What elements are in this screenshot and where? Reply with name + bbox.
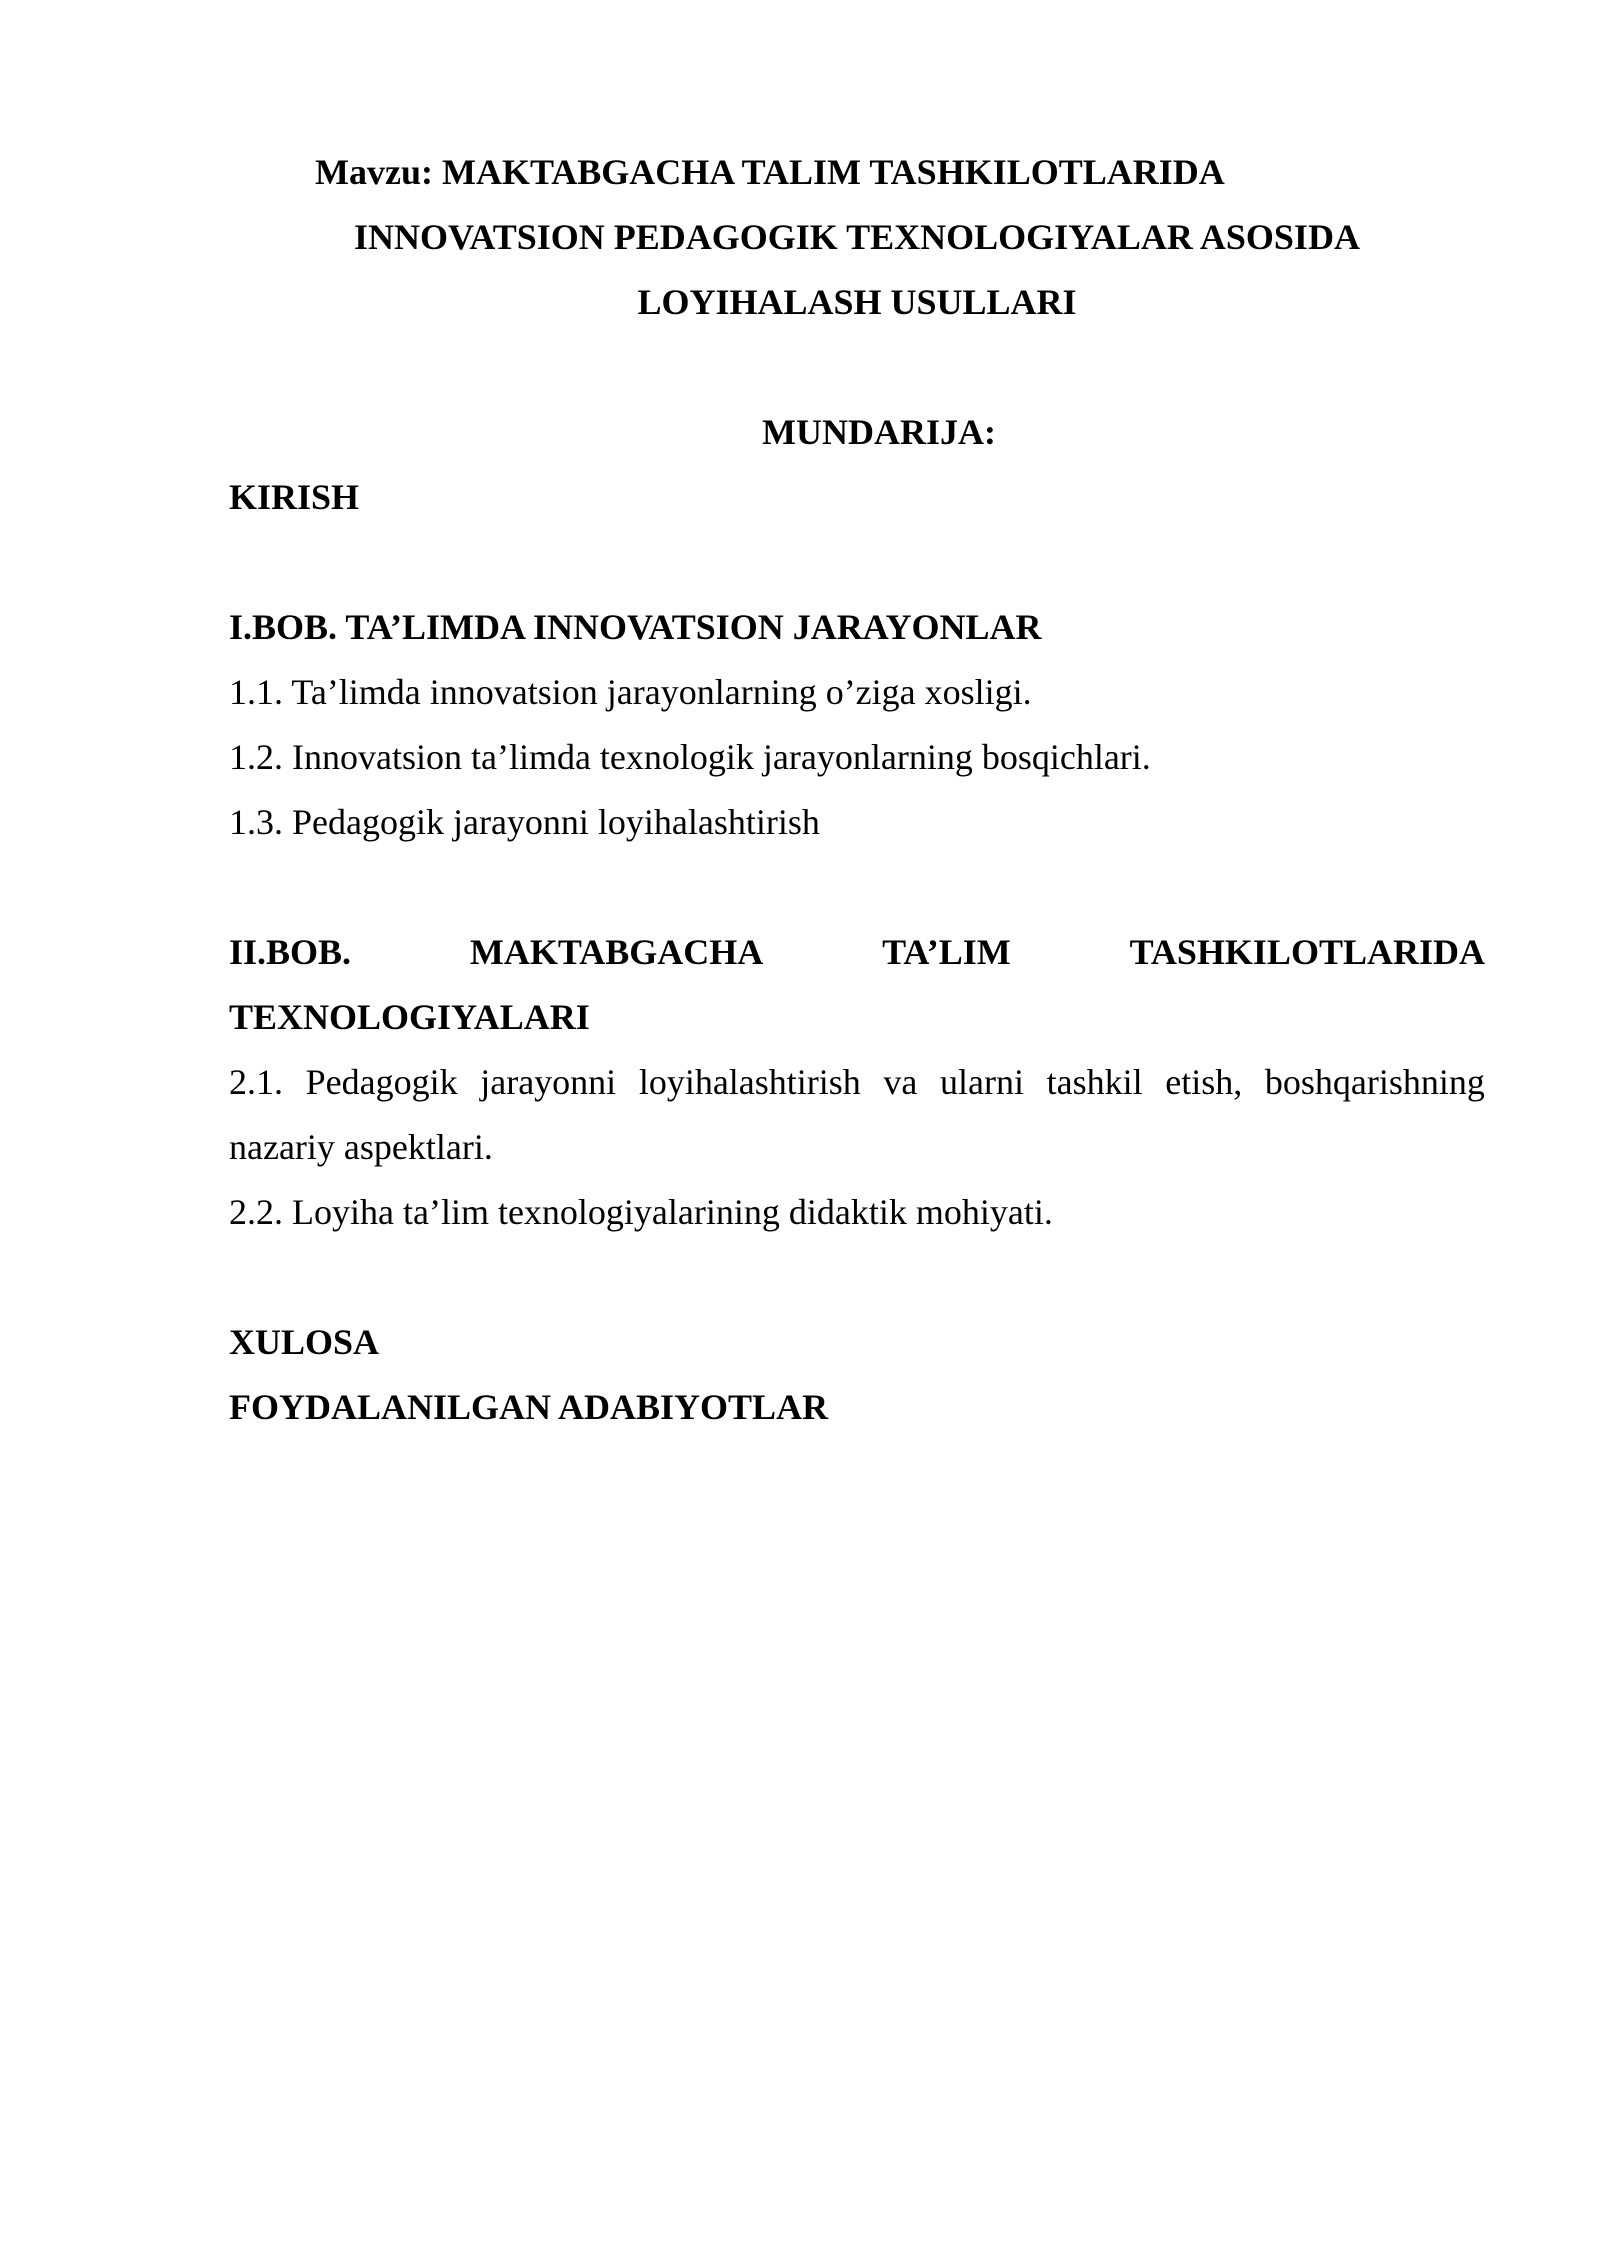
- toc-item-2-1-word: 2.1.: [229, 1062, 283, 1102]
- toc-conclusion: XULOSA: [229, 1322, 380, 1362]
- toc-item-2-1-word: loyihalashtirish: [638, 1062, 861, 1102]
- page-content: [229, 140, 1485, 1440]
- toc-item-2-1-word: ularni: [940, 1062, 1025, 1102]
- toc-item-1-1: 1.1. Ta’limda innovatsion jarayonlarning o’ziga xosligi.: [229, 672, 1032, 712]
- topic-title-line-1: Mavzu: MAKTABGACHA TALIM TASHKILOTLARIDA: [315, 152, 1225, 192]
- topic-title-line-2: INNOVATSION PEDAGOGIK TEXNOLOGIYALAR ASOSIDA: [354, 217, 1360, 257]
- chapter-2-title-line-2: TEXNOLOGIYALARI: [229, 997, 590, 1037]
- toc-item-1-3: 1.3. Pedagogik jarayonni loyihalashtirish: [229, 802, 820, 842]
- topic-title-line-3: LOYIHALASH USULLARI: [637, 282, 1077, 322]
- spacer: [229, 335, 1485, 400]
- toc-item-2-1-word: va: [883, 1062, 918, 1102]
- chapter-2-title-word: MAKTABGACHA: [469, 932, 764, 972]
- toc-item-2-1-line-1: [229, 1050, 1485, 1115]
- toc-item-2-1-word: Pedagogik: [305, 1062, 458, 1102]
- toc-item-2-1-word: etish,: [1165, 1062, 1243, 1102]
- spacer: [229, 855, 1485, 920]
- toc-item-2-1-line-2: nazariy aspektlari.: [229, 1127, 493, 1167]
- toc-item-2-1-word: jarayonni: [480, 1062, 617, 1102]
- toc-references: FOYDALANILGAN ADABIYOTLAR: [229, 1387, 829, 1427]
- chapter-2-title-word: TA’LIM: [882, 932, 1011, 972]
- toc-item-2-1-word: tashkil: [1046, 1062, 1143, 1102]
- chapter-2-title-line-1: [229, 920, 1485, 985]
- toc-item-2-1-word: boshqarishning: [1264, 1062, 1485, 1102]
- toc-item-1-2: 1.2. Innovatsion ta’limda texnologik jarayonlarning bosqichlari.: [229, 737, 1151, 777]
- toc-intro: KIRISH: [229, 477, 360, 517]
- toc-item-2-2: 2.2. Loyiha ta’lim texnologiyalarining didaktik mohiyati.: [229, 1192, 1053, 1232]
- toc-heading: MUNDARIJA:: [762, 412, 996, 452]
- chapter-2-title-word: II.BOB.: [229, 932, 352, 972]
- spacer: [229, 1245, 1485, 1310]
- chapter-2-title-word: TASHKILOTLARIDA: [1129, 932, 1485, 972]
- spacer: [229, 530, 1485, 595]
- chapter-1-title: I.BOB. TA’LIMDA INNOVATSION JARAYONLAR: [229, 607, 1042, 647]
